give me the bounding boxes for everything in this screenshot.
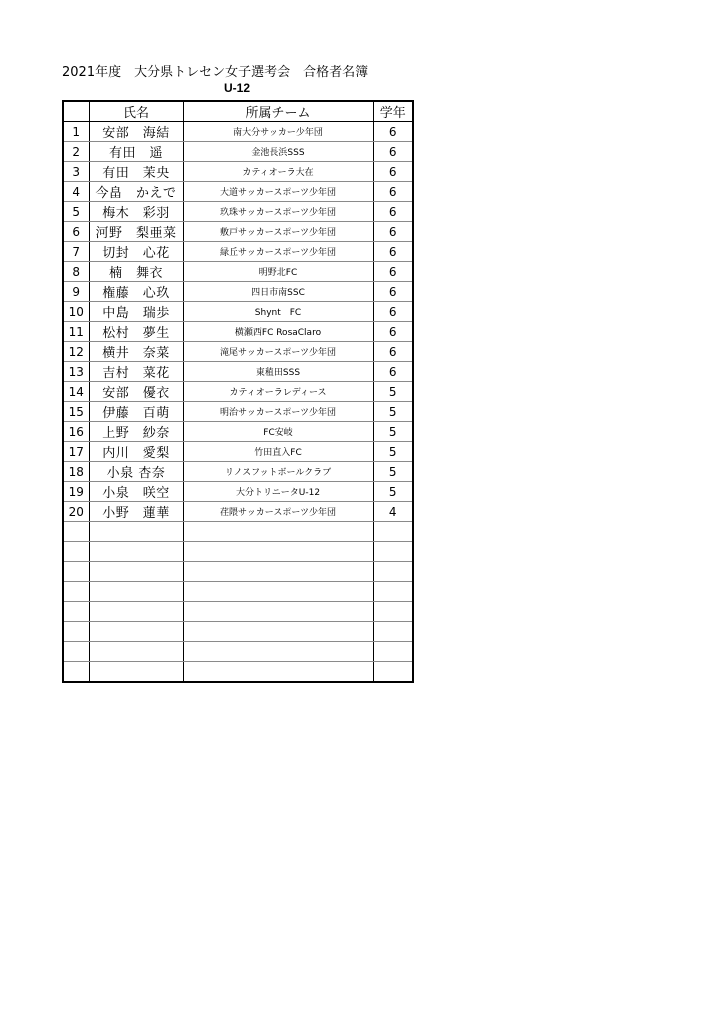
header-row — [63, 101, 413, 122]
team-name: 敷戸サッカースポーツ少年団 — [183, 222, 373, 242]
grade-value: 6 — [373, 282, 413, 302]
player-name — [89, 562, 183, 582]
row-number — [63, 662, 89, 683]
row-number: 20 — [63, 502, 89, 522]
table-row — [63, 262, 413, 282]
table-row — [63, 462, 413, 482]
team-name: Shynt FC — [183, 302, 373, 322]
header-team: 所属チーム — [183, 101, 373, 122]
row-number: 19 — [63, 482, 89, 502]
grade-value: 6 — [373, 222, 413, 242]
row-number: 7 — [63, 242, 89, 262]
player-name: 小野 蓮華 — [89, 502, 183, 522]
player-name — [89, 662, 183, 683]
team-name: 滝尾サッカースポーツ少年団 — [183, 342, 373, 362]
grade-value — [373, 602, 413, 622]
grade-value — [373, 662, 413, 683]
player-name — [89, 522, 183, 542]
grade-value: 4 — [373, 502, 413, 522]
header-grade: 学年 — [373, 101, 413, 122]
table-row — [63, 562, 413, 582]
row-number: 2 — [63, 142, 89, 162]
table-row — [63, 542, 413, 562]
table-row — [63, 302, 413, 322]
player-name: 小泉 咲空 — [89, 482, 183, 502]
row-number: 14 — [63, 382, 89, 402]
row-number: 16 — [63, 422, 89, 442]
table-row — [63, 582, 413, 602]
row-number: 9 — [63, 282, 89, 302]
row-number — [63, 642, 89, 662]
grade-value: 6 — [373, 302, 413, 322]
row-number: 10 — [63, 302, 89, 322]
team-name: 緑丘サッカースポーツ少年団 — [183, 242, 373, 262]
team-name: 玖珠サッカースポーツ少年団 — [183, 202, 373, 222]
player-name: 楠 舞衣 — [89, 262, 183, 282]
player-name: 内川 愛梨 — [89, 442, 183, 462]
table-row — [63, 122, 413, 142]
grade-value — [373, 582, 413, 602]
grade-value: 5 — [373, 462, 413, 482]
team-name: 金池長浜SSS — [183, 142, 373, 162]
player-name: 横井 奈菜 — [89, 342, 183, 362]
player-name: 小泉 杏奈 — [89, 462, 183, 482]
grade-value: 5 — [373, 422, 413, 442]
grade-value: 6 — [373, 362, 413, 382]
team-name: リノスフットボールクラブ — [183, 462, 373, 482]
table-row — [63, 242, 413, 262]
row-number: 4 — [63, 182, 89, 202]
table-row — [63, 642, 413, 662]
player-name: 安部 優衣 — [89, 382, 183, 402]
player-name: 伊藤 百萌 — [89, 402, 183, 422]
table-row — [63, 482, 413, 502]
team-name — [183, 582, 373, 602]
player-name: 有田 茉央 — [89, 162, 183, 182]
player-name: 梅木 彩羽 — [89, 202, 183, 222]
table-row — [63, 202, 413, 222]
header-number — [63, 101, 89, 122]
player-name: 権藤 心玖 — [89, 282, 183, 302]
row-number — [63, 622, 89, 642]
document-subtitle: U-12 — [223, 81, 250, 95]
row-number — [63, 602, 89, 622]
team-name: 南大分サッカー少年団 — [183, 122, 373, 142]
team-name: 荏隈サッカースポーツ少年団 — [183, 502, 373, 522]
row-number: 11 — [63, 322, 89, 342]
team-name: 大道サッカースポーツ少年団 — [183, 182, 373, 202]
grade-value: 6 — [373, 202, 413, 222]
player-name: 安部 海結 — [89, 122, 183, 142]
header-name: 氏名 — [89, 101, 183, 122]
team-name — [183, 542, 373, 562]
grade-value: 6 — [373, 242, 413, 262]
row-number — [63, 542, 89, 562]
table-row — [63, 662, 413, 683]
grade-value: 5 — [373, 482, 413, 502]
team-name: 四日市南SSC — [183, 282, 373, 302]
table-row — [63, 522, 413, 542]
player-name: 上野 紗奈 — [89, 422, 183, 442]
row-number: 1 — [63, 122, 89, 142]
team-name: 東稙田SSS — [183, 362, 373, 382]
grade-value — [373, 522, 413, 542]
team-name: 大分トリニータU-12 — [183, 482, 373, 502]
grade-value: 6 — [373, 142, 413, 162]
player-name: 今畠 かえで — [89, 182, 183, 202]
table-row — [63, 502, 413, 522]
row-number: 13 — [63, 362, 89, 382]
roster-table — [62, 100, 414, 683]
team-name: 明野北FC — [183, 262, 373, 282]
player-name: 吉村 菜花 — [89, 362, 183, 382]
player-name — [89, 642, 183, 662]
player-name — [89, 582, 183, 602]
team-name: 明治サッカースポーツ少年団 — [183, 402, 373, 422]
team-name: カティオーラ大在 — [183, 162, 373, 182]
player-name: 河野 梨亜菜 — [89, 222, 183, 242]
table-row — [63, 402, 413, 422]
grade-value: 6 — [373, 162, 413, 182]
row-number: 15 — [63, 402, 89, 422]
document-title: 2021年度 大分県トレセン女子選考会 合格者名簿 — [62, 65, 369, 80]
grade-value: 5 — [373, 402, 413, 422]
table-row — [63, 442, 413, 462]
table-row — [63, 142, 413, 162]
row-number — [63, 562, 89, 582]
player-name: 有田 遥 — [89, 142, 183, 162]
grade-value: 6 — [373, 342, 413, 362]
grade-value — [373, 562, 413, 582]
team-name: カティオーラレディース — [183, 382, 373, 402]
player-name: 松村 夢生 — [89, 322, 183, 342]
grade-value: 6 — [373, 182, 413, 202]
table-row — [63, 422, 413, 442]
team-name — [183, 562, 373, 582]
team-name: 横瀬西FC RosaClaro — [183, 322, 373, 342]
table-row — [63, 162, 413, 182]
grade-value — [373, 642, 413, 662]
grade-value: 6 — [373, 122, 413, 142]
table-row — [63, 282, 413, 302]
player-name — [89, 602, 183, 622]
team-name — [183, 522, 373, 542]
team-name — [183, 642, 373, 662]
row-number — [63, 582, 89, 602]
row-number: 18 — [63, 462, 89, 482]
grade-value: 6 — [373, 262, 413, 282]
table-row — [63, 362, 413, 382]
team-name — [183, 662, 373, 683]
row-number: 17 — [63, 442, 89, 462]
team-name — [183, 602, 373, 622]
row-number: 12 — [63, 342, 89, 362]
team-name — [183, 622, 373, 642]
team-name: FC安岐 — [183, 422, 373, 442]
table-row — [63, 622, 413, 642]
row-number: 5 — [63, 202, 89, 222]
grade-value: 5 — [373, 382, 413, 402]
team-name: 竹田直入FC — [183, 442, 373, 462]
player-name — [89, 622, 183, 642]
player-name: 切封 心花 — [89, 242, 183, 262]
table-row — [63, 222, 413, 242]
table-row — [63, 342, 413, 362]
grade-value — [373, 542, 413, 562]
grade-value: 6 — [373, 322, 413, 342]
row-number — [63, 522, 89, 542]
player-name — [89, 542, 183, 562]
grade-value — [373, 622, 413, 642]
player-name: 中島 瑞歩 — [89, 302, 183, 322]
row-number: 6 — [63, 222, 89, 242]
table-body — [63, 122, 413, 683]
table-row — [63, 382, 413, 402]
table-row — [63, 322, 413, 342]
row-number: 3 — [63, 162, 89, 182]
table-row — [63, 182, 413, 202]
table-header — [63, 101, 413, 122]
row-number: 8 — [63, 262, 89, 282]
grade-value: 5 — [373, 442, 413, 462]
table-row — [63, 602, 413, 622]
